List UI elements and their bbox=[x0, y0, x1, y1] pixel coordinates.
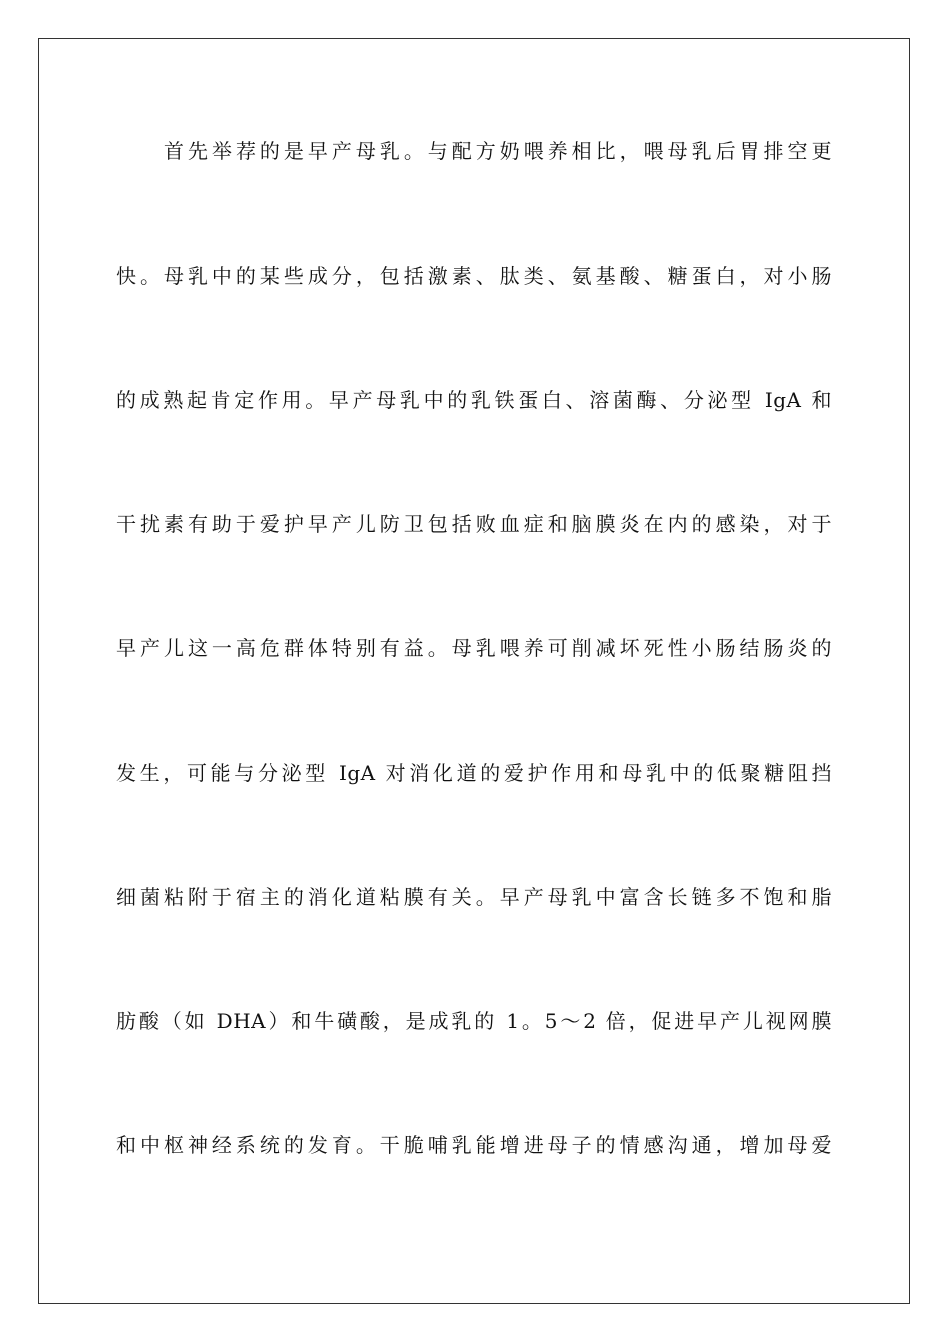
paragraph-line: 发生，可能与分泌型 IgA 对消化道的爱护作用和母乳中的低聚糖阻挡 bbox=[116, 761, 832, 785]
paragraph-line: 干扰素有助于爱护早产儿防卫包括败血症和脑膜炎在内的感染，对于 bbox=[116, 512, 832, 536]
paragraph-line: 首先举荐的是早产母乳。与配方奶喂养相比，喂母乳后胃排空更 bbox=[164, 139, 832, 163]
page-frame bbox=[38, 38, 910, 1304]
paragraph-line: 快。母乳中的某些成分，包括激素、肽类、氨基酸、糖蛋白，对小肠 bbox=[116, 264, 832, 288]
paragraph-line: 细菌粘附于宿主的消化道粘膜有关。早产母乳中富含长链多不饱和脂 bbox=[116, 885, 832, 909]
paragraph-line: 肪酸（如 DHA）和牛磺酸，是成乳的 1。5～2 倍，促进早产儿视网膜 bbox=[116, 1009, 832, 1033]
paragraph-line: 和中枢神经系统的发育。干脆哺乳能增进母子的情感沟通，增加母爱 bbox=[116, 1133, 832, 1157]
paragraph-line: 的成熟起肯定作用。早产母乳中的乳铁蛋白、溶菌酶、分泌型 IgA 和 bbox=[116, 388, 832, 412]
paragraph-line: 早产儿这一高危群体特别有益。母乳喂养可削减坏死性小肠结肠炎的 bbox=[116, 636, 832, 660]
